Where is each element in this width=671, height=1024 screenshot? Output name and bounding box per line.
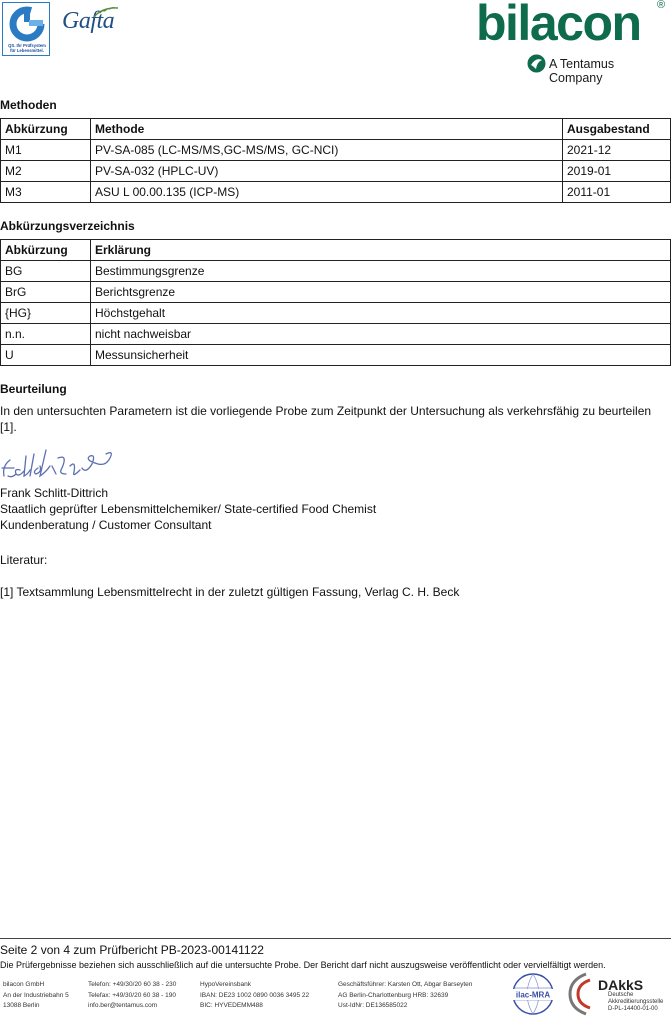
table-cell: n.n. [1, 324, 91, 345]
dakks-line: D-PL-14400-01-00 [608, 1006, 658, 1012]
abbreviations-title: Abkürzungsverzeichnis [0, 219, 135, 233]
signer-role: Staatlich geprüfter Lebensmittelchemiker/ State-certified Food Chemist [0, 502, 377, 516]
bilacon-logo: bilacon [476, 0, 641, 51]
table-row [1, 261, 671, 282]
table-row [1, 345, 671, 366]
table-row [1, 161, 671, 182]
table-cell: 2011-01 [563, 182, 671, 203]
dakks-details [608, 992, 663, 1013]
footer-line: IBAN: DE23 1002 0890 0036 3495 22 [200, 991, 310, 999]
gafta-wheat-icon [92, 5, 120, 19]
table-header-row [1, 240, 671, 261]
assessment-text: In den untersuchten Parametern ist die vorliegende Probe zum Zeitpunkt der Untersuchung als verkehrsfähig zu beurteilen [1]. [0, 404, 652, 434]
table-cell: PV-SA-085 (LC-MS/MS,GC-MS/MS, GC-NCI) [91, 140, 563, 161]
footer-contact [88, 980, 176, 1012]
header-cell: Ausgabestand [563, 119, 671, 140]
table-row [1, 282, 671, 303]
footer-line: BIC: HYVEDEMM488 [200, 1002, 263, 1009]
qs-circle-icon [9, 6, 45, 42]
dakks-line: Akkreditierungsstelle [608, 999, 664, 1005]
table-cell: BrG [1, 282, 91, 303]
dakks-name: DAkkS [598, 977, 644, 993]
footer-line: 13088 Berlin [3, 1002, 40, 1009]
table-cell: PV-SA-032 (HPLC-UV) [91, 161, 563, 182]
literature-ref: [1] Textsammlung Lebensmittelrecht in der zuletzt gültigen Fassung, Verlag C. H. Beck [0, 585, 460, 599]
dakks-line: Deutsche [608, 992, 634, 998]
registered-mark: ® [657, 0, 666, 11]
footer-line: Telefax: +49/30/20 60 38 - 190 [88, 991, 176, 999]
footer-management [338, 980, 472, 1012]
gafta-logo: Gafta [62, 8, 115, 34]
header-cell: Abkürzung [1, 119, 91, 140]
assessment-title: Beurteilung [0, 382, 67, 396]
footer-line: bilacon GmbH [3, 981, 45, 988]
signer-name: Frank Schlitt-Dittrich [0, 486, 109, 500]
signer-position: Kundenberatung / Customer Consultant [0, 518, 212, 532]
footer-line: AG Berlin-Charlottenburg HRB: 32639 [338, 991, 449, 999]
footer-line: Ust-IdNr: DE136585022 [338, 1002, 408, 1009]
abbreviations-table [0, 239, 671, 366]
page-header [0, 0, 671, 85]
table-row [1, 182, 671, 203]
table-row [1, 324, 671, 345]
methods-title: Methoden [0, 98, 57, 112]
literature-label: Literatur: [0, 553, 48, 567]
table-cell: Höchstgehalt [91, 303, 671, 324]
table-cell: {HG} [1, 303, 91, 324]
qs-logo [2, 2, 50, 56]
footer-disclaimer: Die Prüfergebnisse beziehen sich ausschließlich auf die untersuchte Probe. Der Bericht darf nicht auszugsweise veröffentlicht oder vervielfältigt werden. [0, 960, 606, 970]
header-cell: Abkürzung [1, 240, 91, 261]
table-row [1, 303, 671, 324]
table-cell: Berichtsgrenze [91, 282, 671, 303]
table-cell: Bestimmungsgrenze [91, 261, 671, 282]
table-cell: 2019-01 [563, 161, 671, 182]
tentamus-icon [527, 54, 546, 73]
table-cell: M2 [1, 161, 91, 182]
dakks-emblem-icon [566, 972, 600, 1016]
table-cell: Messunsicherheit [91, 345, 671, 366]
footer-divider [0, 938, 671, 939]
ilac-mra-logo [511, 972, 555, 1016]
handwritten-signature [0, 446, 130, 482]
header-cell: Erklärung [91, 240, 671, 261]
footer-line: Telefon: +49/30/20 60 38 - 230 [88, 981, 177, 988]
page-info: Seite 2 von 4 zum Prüfbericht PB-2023-00141122 [0, 943, 264, 957]
footer-line: An der Industriebahn 5 [3, 991, 69, 999]
table-cell: nicht nachweisbar [91, 324, 671, 345]
qs-line1: QS. Ihr Prüfsystem [8, 43, 46, 48]
footer-bank [200, 980, 309, 1012]
tentamus-tagline: A Tentamus Company [549, 57, 615, 85]
header-cell: Methode [91, 119, 563, 140]
methods-table [0, 118, 671, 203]
table-cell: BG [1, 261, 91, 282]
footer-line: HypoVereinsbank [200, 981, 251, 988]
footer-line: info.ber@tentamus.com [88, 1002, 158, 1009]
qs-line2: für Lebensmittel. [10, 48, 44, 53]
table-cell: 2021-12 [563, 140, 671, 161]
table-cell: M3 [1, 182, 91, 203]
table-cell: M1 [1, 140, 91, 161]
footer-line: Geschäftsführer: Karsten Ott, Abgar Barseyten [338, 981, 473, 988]
table-row [1, 140, 671, 161]
table-cell: U [1, 345, 91, 366]
table-header-row [1, 119, 671, 140]
ilac-text: ilac-MRA [515, 990, 551, 1000]
footer-company [3, 980, 69, 1012]
table-cell: ASU L 00.00.135 (ICP-MS) [91, 182, 563, 203]
